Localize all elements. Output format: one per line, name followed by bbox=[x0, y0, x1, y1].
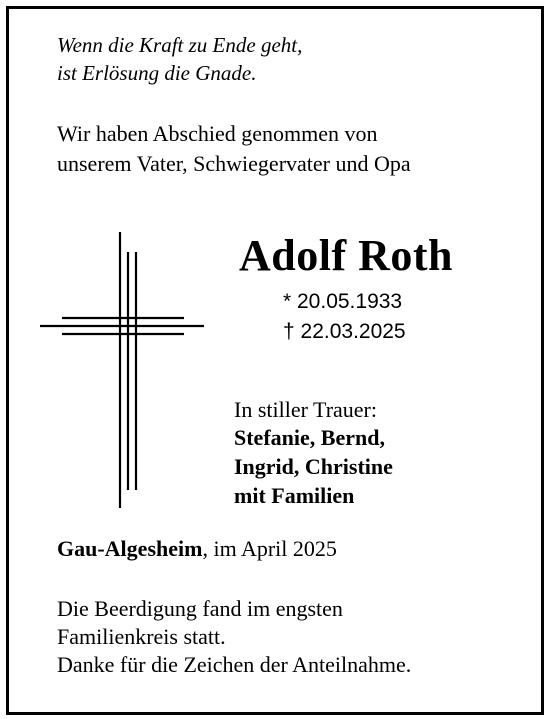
cross-icon bbox=[40, 232, 208, 508]
motto-line-2: ist Erlösung die Gnade. bbox=[57, 61, 257, 85]
intro-line-1: Wir haben Abschied genommen von bbox=[57, 121, 378, 146]
deceased-name: Adolf Roth bbox=[239, 231, 454, 280]
mourners-line-1: Stefanie, Bernd, bbox=[234, 425, 385, 450]
closing-line-1: Die Beerdigung fand im engsten bbox=[57, 596, 343, 621]
date-text: , im April 2025 bbox=[202, 536, 337, 561]
motto-line-1: Wenn die Kraft zu Ende geht, bbox=[57, 33, 303, 57]
place-name: Gau-Algesheim bbox=[57, 536, 203, 561]
place-date-line bbox=[57, 536, 337, 562]
death-date: † 22.03.2025 bbox=[283, 320, 406, 343]
closing-line-3: Danke für die Zeichen der Anteilnahme. bbox=[57, 652, 412, 677]
mourning-heading: In stiller Trauer: bbox=[234, 397, 377, 422]
closing-line-2: Familienkreis statt. bbox=[57, 624, 226, 649]
birth-date: * 20.05.1933 bbox=[283, 290, 403, 313]
mourners-line-3: mit Familien bbox=[234, 483, 355, 508]
intro-line-2: unserem Vater, Schwiegervater und Opa bbox=[57, 151, 411, 176]
mourners-line-2: Ingrid, Christine bbox=[234, 454, 393, 479]
